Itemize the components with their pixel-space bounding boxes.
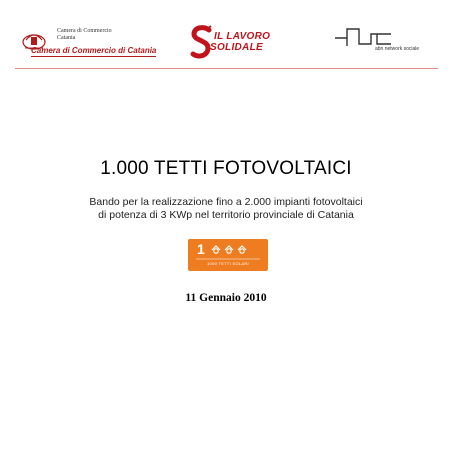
lavoro-solidale-logo bbox=[190, 25, 280, 65]
subtitle-line-2: di potenza di 3 KWp nel territorio provinciale di Catania bbox=[98, 209, 354, 221]
abn-mark-icon bbox=[333, 26, 393, 48]
camera-line2: Catania bbox=[57, 35, 76, 41]
abn-logo bbox=[333, 26, 433, 56]
subtitle-line-1: Bando per la realizzazione fino a 2.000 impianti fotovoltaici bbox=[89, 196, 363, 208]
lavoro-s-icon bbox=[190, 25, 212, 61]
tetti-solari-badge bbox=[188, 239, 268, 271]
badge-number: 1 bbox=[197, 241, 205, 257]
document-date: 11 Gennaio 2010 bbox=[185, 292, 267, 304]
document-title: 1.000 TETTI FOTOVOLTAICI bbox=[100, 158, 352, 179]
lavoro-title-line2: SOLIDALE bbox=[210, 42, 263, 53]
document-subtitle bbox=[0, 196, 452, 222]
abn-tagline: abn network sociale bbox=[375, 46, 420, 52]
lavoro-title-line1: IL LAVORO bbox=[214, 31, 271, 42]
header-divider bbox=[15, 68, 438, 69]
camera-line1: Camera di Commercio bbox=[57, 28, 112, 34]
camera-name: Camera di Commercio di Catania bbox=[31, 46, 157, 55]
page-header bbox=[0, 0, 452, 70]
camera-commercio-logo bbox=[19, 24, 157, 60]
badge-label: 1000 TETTI SOLARI bbox=[207, 261, 249, 266]
